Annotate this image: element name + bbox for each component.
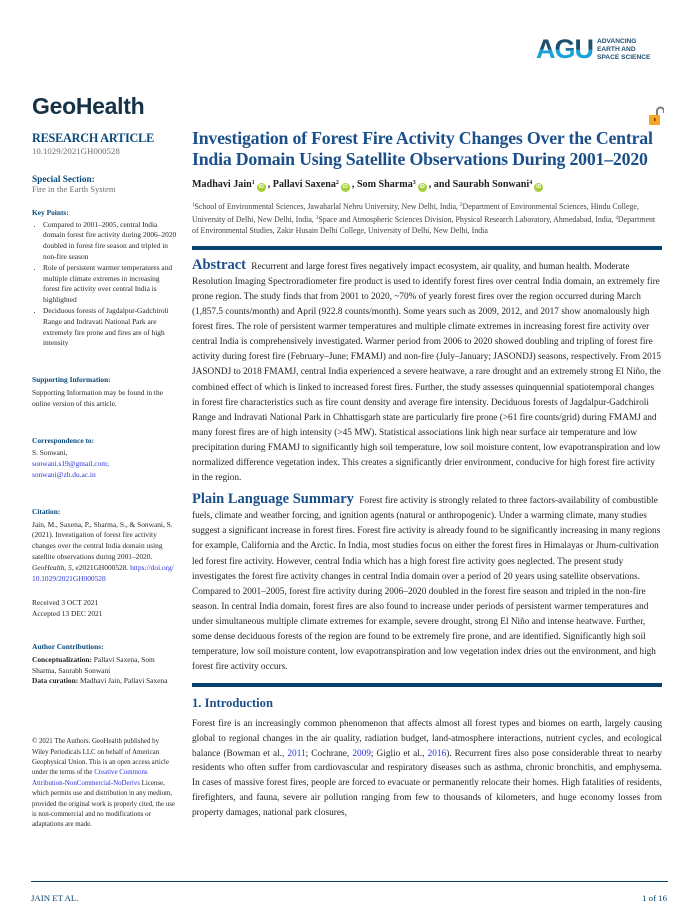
contributions-label: Author Contributions: <box>32 641 104 651</box>
intro-text: ). Recurrent fires also pose considerable threat to nearby residents who often suffer from cardiovascular and respiratory diseases such as asthma, chronic bronchitis, and emphysema. In cases of massive forest fires, people are forced to evacuate or permanently relocate their homes. High fatalities of residents, firefighters, and fauna, severe air pollution ranging from few to thousands of kilometers, and huge economy losses from property damages, national park closures, <box>192 748 662 818</box>
key-points <box>32 208 177 349</box>
author-name: Madhavi Jain <box>192 179 252 190</box>
key-points-label: Key Points: <box>32 207 69 217</box>
section-divider <box>192 683 662 687</box>
contribution-names: Pallavi Saxena, Som Sharma, Saurabh Sonwani <box>32 654 155 675</box>
accepted-date: Accepted 13 DEC 2021 <box>32 609 103 619</box>
abstract-label: Abstract <box>192 256 246 273</box>
supporting-info-text: Supporting Information may be found in the online version of this article. <box>32 387 163 408</box>
affil-sup: 1 <box>192 203 195 208</box>
author-name: Saurabh Sonwani <box>452 179 530 190</box>
affiliation: Department of Environmental Studies, Zakir Husain Delhi College, University of Delhi, New Delhi, India <box>192 214 656 236</box>
pls-label: Plain Language Summary <box>192 491 354 508</box>
license-text-end: License, which permits use and distribution in any medium, provided the original work is properly cited, the use is non-commercial and no modifications or adaptations are made. <box>32 779 175 829</box>
orcid-icon[interactable]: iD <box>342 184 348 190</box>
agu-logo <box>536 36 650 63</box>
pls-text: Forest fire activity is strongly related to three factors-availability of combustible fuels, climate and weather forcing, and ignition agents (natural or anthropogenic). Under a warming climate, many studies suggest a significant increase in forest fires. Forest fire activity is already found to be significantly increasing in many regions for example, California and the Arctic. In India, most studies focus on either the forest fires in Himalayas or Jhum-cultivation led forest fire activity. However, central India which has a high forest fire activity goes neglected. The present study investigates the forest fire activity changes in central India domain over a period of 20 years using satellite observations. Compared to 2001–2005, forest fire activity during 2006–2020 doubled in the forest fire season and tripled in the non-fire season. In central India domain, forest fires are also found to increase under periods of persistent warmer temperatures and under simultaneous multiple climate extremes for example, severe drought, strong El Niño and intense heatwave. Further, some dense deciduous forests of the region are found to be extremely fire prone, and are identified. Significantly high soil temperature, low soil moisture content, low evapotranspiration and low vegetation index dries out the environment, and high forest fire activity occurs. <box>192 496 661 673</box>
orcid-icon[interactable]: iD <box>419 184 425 190</box>
reference-link[interactable]: 2009 <box>352 748 371 759</box>
supporting-info-label: Supporting Information: <box>32 375 111 385</box>
orcid-icon[interactable]: iD <box>536 184 542 190</box>
footer-divider <box>31 881 668 882</box>
running-head: JAIN ET AL. <box>31 893 79 903</box>
agu-tagline-line: EARTH AND <box>597 45 636 53</box>
contribution-names: Madhavi Jain, Pallavi Saxena <box>78 676 168 686</box>
author-affil-sup: 4 <box>529 180 533 186</box>
article-body <box>192 128 662 820</box>
correspondence-label: Correspondence to: <box>32 435 95 445</box>
key-point: • Deciduous forests of Jagdalpur-Gadchiroli Range and Indravati National Park are extremely fire prone and fires are of high intensity <box>43 306 177 349</box>
affil-sup: 3 <box>315 215 319 221</box>
abstract-text: Recurrent and large forest fires negatively impact ecosystem, air quality, and human health. Moderate Resolution Imaging Spectroradiometer fire product is used to identify forest fires over central India domain, an extremely fire prone region. The study finds that from 2001 to 2020, ~70% of yearly forest fires over the region occurred during March (1,857.5 counts/month) and April (922.8 counts/month). Some years such as 2009, 2012, and 2017 show anomalously high forest fires. The role of persistent warmer temperatures and multiple climate extremes in increasing forest fire activity over central India is comprehensively investigated. Warmer period from 2006 to 2020 showed doubling and tripling of forest fire activity during forest fire (February–June; FMAMJ) and non-fire (July–January; JASONDJ) seasons, respectively. From 2015 JASONDJ to 2018 FMAMJ, central India experienced a severe heatwave, a rare drought and an extremely strong El Niño, the combined effect of which is linked to increased forest fires. Further, the study assesses quinquennial spatiotemporal changes in forest fire characteristics such as fire count density and average fire intensity. Deciduous forests of Jagdalpur-Gadchiroli Range and Indravati National Park in Chhattisgarh state are particularly fire prone (>61 fire counts/grid) during FMAMJ and many forest fires are of high intensity (>45 MW). Statistical associations link high near surface air temperature and low precipitation during FMAMJ to significantly high soil temperature, low soil moisture content, low evapotranspiration and low normalized difference vegetation index. This creates a significantly drier environment, conducive for high forest fire activity in the region. <box>192 261 662 484</box>
article-type: RESEARCH ARTICLE <box>32 131 155 145</box>
supporting-info <box>32 375 177 409</box>
citation-label: Citation: <box>32 506 61 516</box>
orcid-icon[interactable]: iD <box>258 184 264 190</box>
introduction-text <box>192 717 662 820</box>
affil-sup: 4 <box>615 215 618 221</box>
author-affil-sup: 3 <box>412 180 416 186</box>
key-point: • Role of persistent warmer temperatures and multiple climate extremes in increasing forest fire activity over central India is highlighted <box>43 263 177 306</box>
intro-text: Forest fire is an increasingly common phenomenon that affects almost all forest types and biomes on earth, largely causing global to regional changes in the air quality, radiation budget, land-atmosphere interactions, nutrient cycles, and ecological balance (Bowman et al., <box>192 719 662 759</box>
introduction-heading: 1. Introduction <box>192 696 273 711</box>
agu-tagline-line: SPACE SCIENCE <box>597 53 651 61</box>
citation <box>32 507 177 585</box>
reference-link[interactable]: 2016 <box>427 748 447 759</box>
affil-sup: 2 <box>460 203 463 208</box>
section-divider <box>192 246 662 250</box>
contribution-role: Data curation: <box>32 676 79 686</box>
article-title: Investigation of Forest Fire Activity Changes Over the Central India Domain Using Satellite Observations During 2001–2020 <box>192 128 653 169</box>
author-affil-sup: 2 <box>335 180 339 186</box>
intro-text: ; Cochrane, <box>305 748 353 759</box>
special-section-label: Special Section: <box>32 174 95 185</box>
intro-text: ; Giglio et al., <box>370 748 428 759</box>
email-link[interactable]: sonwani.s19@gmail.com; <box>32 459 110 469</box>
open-lock-icon <box>648 106 664 126</box>
agu-tagline-line: ADVANCING <box>597 37 637 45</box>
license-link[interactable]: Creative Commons Attribution-NonCommercial-NoDerivs <box>32 769 148 787</box>
email-link[interactable]: sonwani@zh.du.ac.in <box>32 469 96 479</box>
citation-doi-link[interactable]: https://doi.org/10.1029/2021GH000528 <box>32 562 174 583</box>
citation-text: Jain, M., Saxena, P., Sharma, S., & Sonwani, S. (2021). Investigation of forest fire activity changes over the central India domain using satellite observations during 2001–2020. <box>32 519 173 561</box>
license-text: © 2021 The Authors. GeoHealth published by Wiley Periodicals LLC on behalf of American Geophysical Union. This is an open access article under the terms of the <box>32 738 169 777</box>
license-notice <box>32 737 177 831</box>
abstract <box>192 258 662 486</box>
page-number: 1 of 16 <box>642 893 667 903</box>
agu-logo-tagline <box>597 38 650 62</box>
key-point: • Compared to 2001–2005, central India domain forest fire activity during 2006–2020 doubled in forest fire season and tripled in non-fire season <box>43 220 177 263</box>
reference-link[interactable]: 2011 <box>287 748 306 759</box>
correspondence <box>32 436 177 481</box>
sidebar <box>32 131 177 831</box>
author-sep: , and <box>428 179 453 190</box>
citation-suffix: , e2021GH000528. <box>71 562 131 572</box>
author-name: Som Sharma <box>356 179 413 190</box>
affiliations <box>192 200 662 237</box>
affiliation: Space and Atmospheric Sciences Division, Physical Research Laboratory, Ahmedabad, India, <box>318 214 616 224</box>
author-sep: , <box>267 179 273 190</box>
journal-name: GeoHealth <box>32 93 145 119</box>
author-contributions <box>32 642 177 687</box>
affiliation: Department of Environmental Sciences, Hindu College, University of Delhi, New Delhi, India, <box>192 202 639 224</box>
agu-logo-mark: AGU <box>536 34 593 64</box>
author-sep: , <box>351 179 357 190</box>
affiliation: School of Environmental Sciences, Jawaharlal Nehru University, New Delhi, India, <box>194 202 461 211</box>
special-section-name: Fire in the Earth System <box>32 183 116 194</box>
plain-language-summary <box>192 492 662 675</box>
correspondence-name: S. Sonwani, <box>32 448 68 458</box>
author-name: Pallavi Saxena <box>272 179 336 190</box>
author-affil-sup: 1 <box>251 180 255 186</box>
contribution-role: Conceptualization: <box>32 654 92 664</box>
dates <box>32 598 177 620</box>
citation-journal: GeoHealth, 5 <box>32 562 72 572</box>
doi: 10.1029/2021GH000528 <box>32 146 120 156</box>
received-date: Received 3 OCT 2021 <box>32 598 99 608</box>
author-list <box>192 177 662 192</box>
